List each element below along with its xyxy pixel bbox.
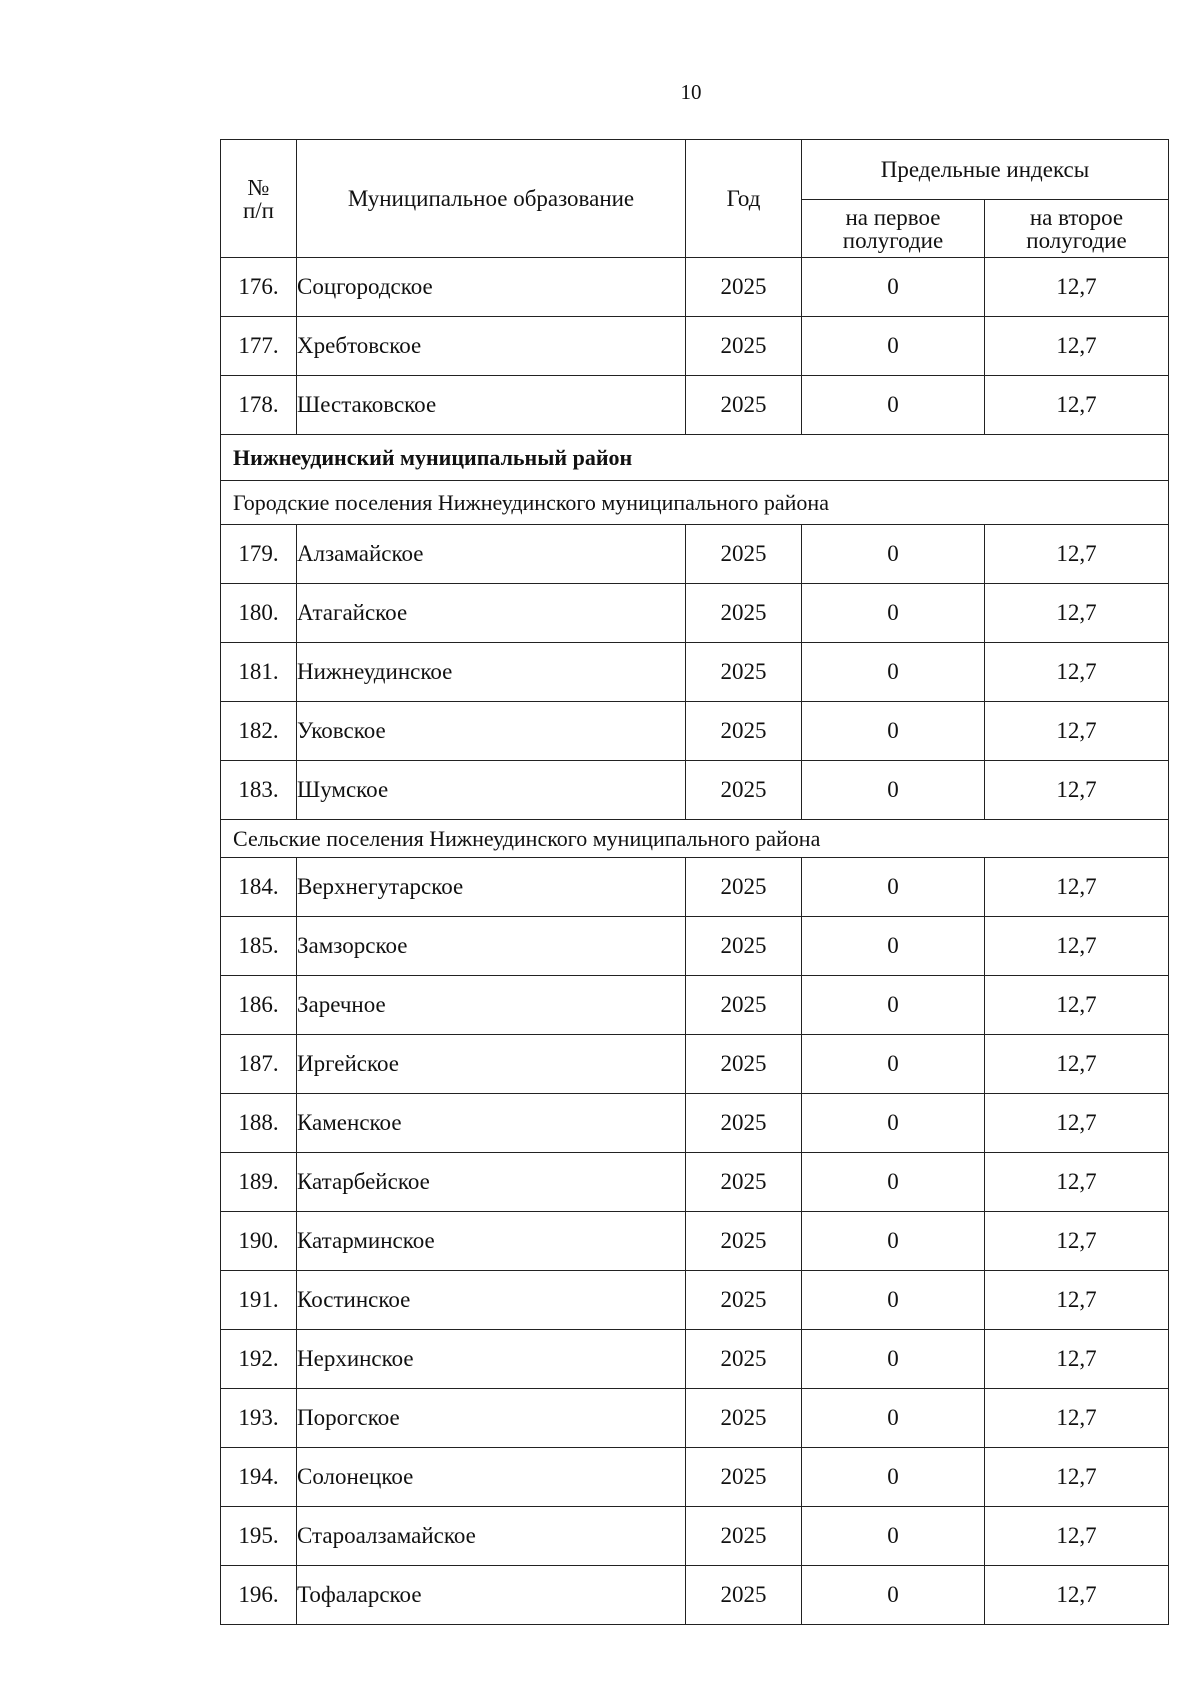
table-row	[221, 1271, 1169, 1330]
header-municipality: Муниципальное образование	[297, 140, 686, 258]
table-row	[221, 525, 1169, 584]
municipality-name: Замзорское	[297, 917, 686, 976]
row-number: 196.	[221, 1566, 297, 1625]
first-half-value: 0	[802, 525, 985, 584]
year-cell: 2025	[686, 702, 802, 761]
municipality-name: Уковское	[297, 702, 686, 761]
year-cell: 2025	[686, 1330, 802, 1389]
table-row	[221, 1507, 1169, 1566]
header-second-half: на второе полугодие	[985, 200, 1169, 258]
table-header	[221, 140, 1169, 258]
first-half-value: 0	[802, 1507, 985, 1566]
second-half-value: 12,7	[985, 317, 1169, 376]
table-row	[221, 917, 1169, 976]
municipality-name: Катарминское	[297, 1212, 686, 1271]
municipality-name: Солонецкое	[297, 1448, 686, 1507]
second-half-value: 12,7	[985, 1507, 1169, 1566]
year-cell: 2025	[686, 917, 802, 976]
group1-body	[221, 258, 1169, 435]
year-cell: 2025	[686, 643, 802, 702]
year-cell: 2025	[686, 1094, 802, 1153]
row-number: 178.	[221, 376, 297, 435]
second-half-value: 12,7	[985, 1271, 1169, 1330]
first-half-value: 0	[802, 643, 985, 702]
second-half-value: 12,7	[985, 1153, 1169, 1212]
first-half-value: 0	[802, 258, 985, 317]
district-section	[221, 435, 1169, 525]
first-half-value: 0	[802, 1330, 985, 1389]
year-cell: 2025	[686, 858, 802, 917]
year-cell: 2025	[686, 1035, 802, 1094]
year-cell: 2025	[686, 376, 802, 435]
table-row	[221, 317, 1169, 376]
municipality-name: Каменское	[297, 1094, 686, 1153]
second-half-value: 12,7	[985, 917, 1169, 976]
municipality-name: Верхнегутарское	[297, 858, 686, 917]
second-half-value: 12,7	[985, 1212, 1169, 1271]
first-half-value: 0	[802, 584, 985, 643]
row-number: 185.	[221, 917, 297, 976]
table-row	[221, 258, 1169, 317]
urban-body	[221, 525, 1169, 820]
row-number: 179.	[221, 525, 297, 584]
second-half-value: 12,7	[985, 976, 1169, 1035]
municipality-name: Костинское	[297, 1271, 686, 1330]
second-half-value: 12,7	[985, 1035, 1169, 1094]
second-half-value: 12,7	[985, 858, 1169, 917]
second-half-value: 12,7	[985, 702, 1169, 761]
table-row	[221, 643, 1169, 702]
first-half-value: 0	[802, 1094, 985, 1153]
table-row	[221, 1153, 1169, 1212]
district-row	[221, 435, 1169, 481]
year-cell: 2025	[686, 1507, 802, 1566]
municipality-name: Тофаларское	[297, 1566, 686, 1625]
second-half-value: 12,7	[985, 376, 1169, 435]
row-number: 192.	[221, 1330, 297, 1389]
second-half-value: 12,7	[985, 1389, 1169, 1448]
row-number: 194.	[221, 1448, 297, 1507]
year-cell: 2025	[686, 1212, 802, 1271]
header-indices: Предельные индексы	[802, 140, 1169, 200]
district-title: Нижнеудинский муниципальный район	[221, 435, 1169, 481]
table-row	[221, 1448, 1169, 1507]
table-row	[221, 1094, 1169, 1153]
table-row	[221, 858, 1169, 917]
second-half-value: 12,7	[985, 584, 1169, 643]
row-number: 183.	[221, 761, 297, 820]
row-number: 191.	[221, 1271, 297, 1330]
rural-section	[221, 820, 1169, 858]
second-half-value: 12,7	[985, 1566, 1169, 1625]
header-num: № п/п	[221, 140, 297, 258]
page-number: 10	[680, 80, 702, 104]
municipality-name: Нерхинское	[297, 1330, 686, 1389]
first-half-value: 0	[802, 317, 985, 376]
first-half-value: 0	[802, 1271, 985, 1330]
second-half-value: 12,7	[985, 1448, 1169, 1507]
table-row	[221, 376, 1169, 435]
first-half-value: 0	[802, 1448, 985, 1507]
row-number: 186.	[221, 976, 297, 1035]
year-cell: 2025	[686, 1153, 802, 1212]
municipality-name: Староалзамайское	[297, 1507, 686, 1566]
row-number: 181.	[221, 643, 297, 702]
row-number: 187.	[221, 1035, 297, 1094]
row-number: 176.	[221, 258, 297, 317]
row-number: 177.	[221, 317, 297, 376]
urban-section-title: Городские поселения Нижнеудинского муниципального района	[221, 481, 1169, 525]
municipality-name: Шумское	[297, 761, 686, 820]
first-half-value: 0	[802, 1389, 985, 1448]
first-half-value: 0	[802, 1153, 985, 1212]
row-number: 188.	[221, 1094, 297, 1153]
header-first-half: на первое полугодие	[802, 200, 985, 258]
table-row	[221, 702, 1169, 761]
municipality-name: Соцгородское	[297, 258, 686, 317]
table-row	[221, 584, 1169, 643]
urban-section-row	[221, 481, 1169, 525]
municipality-name: Порогское	[297, 1389, 686, 1448]
first-half-value: 0	[802, 1566, 985, 1625]
first-half-value: 0	[802, 761, 985, 820]
rural-body	[221, 858, 1169, 1625]
second-half-value: 12,7	[985, 1094, 1169, 1153]
rural-section-row	[221, 820, 1169, 858]
year-cell: 2025	[686, 1271, 802, 1330]
second-half-value: 12,7	[985, 761, 1169, 820]
first-half-value: 0	[802, 1035, 985, 1094]
municipality-name: Атагайское	[297, 584, 686, 643]
municipality-name: Нижнеудинское	[297, 643, 686, 702]
second-half-value: 12,7	[985, 525, 1169, 584]
row-number: 193.	[221, 1389, 297, 1448]
year-cell: 2025	[686, 584, 802, 643]
row-number: 182.	[221, 702, 297, 761]
second-half-value: 12,7	[985, 258, 1169, 317]
table-row	[221, 1330, 1169, 1389]
municipality-name: Катарбейское	[297, 1153, 686, 1212]
first-half-value: 0	[802, 702, 985, 761]
municipality-name: Алзамайское	[297, 525, 686, 584]
year-cell: 2025	[686, 1448, 802, 1507]
table-row	[221, 1212, 1169, 1271]
first-half-value: 0	[802, 858, 985, 917]
year-cell: 2025	[686, 258, 802, 317]
rural-section-title: Сельские поселения Нижнеудинского муниципального района	[221, 820, 1169, 858]
first-half-value: 0	[802, 376, 985, 435]
year-cell: 2025	[686, 1566, 802, 1625]
year-cell: 2025	[686, 525, 802, 584]
first-half-value: 0	[802, 1212, 985, 1271]
second-half-value: 12,7	[985, 643, 1169, 702]
municipality-name: Заречное	[297, 976, 686, 1035]
second-half-value: 12,7	[985, 1330, 1169, 1389]
first-half-value: 0	[802, 917, 985, 976]
table-row	[221, 1035, 1169, 1094]
row-number: 189.	[221, 1153, 297, 1212]
row-number: 184.	[221, 858, 297, 917]
header-year: Год	[686, 140, 802, 258]
table-row	[221, 1389, 1169, 1448]
municipality-name: Шестаковское	[297, 376, 686, 435]
row-number: 190.	[221, 1212, 297, 1271]
year-cell: 2025	[686, 317, 802, 376]
row-number: 180.	[221, 584, 297, 643]
first-half-value: 0	[802, 976, 985, 1035]
table-row	[221, 1566, 1169, 1625]
row-number: 195.	[221, 1507, 297, 1566]
municipality-name: Хребтовское	[297, 317, 686, 376]
municipality-name: Иргейское	[297, 1035, 686, 1094]
table-row	[221, 761, 1169, 820]
year-cell: 2025	[686, 761, 802, 820]
year-cell: 2025	[686, 976, 802, 1035]
year-cell: 2025	[686, 1389, 802, 1448]
table-row	[221, 976, 1169, 1035]
indices-table	[220, 139, 1169, 1625]
